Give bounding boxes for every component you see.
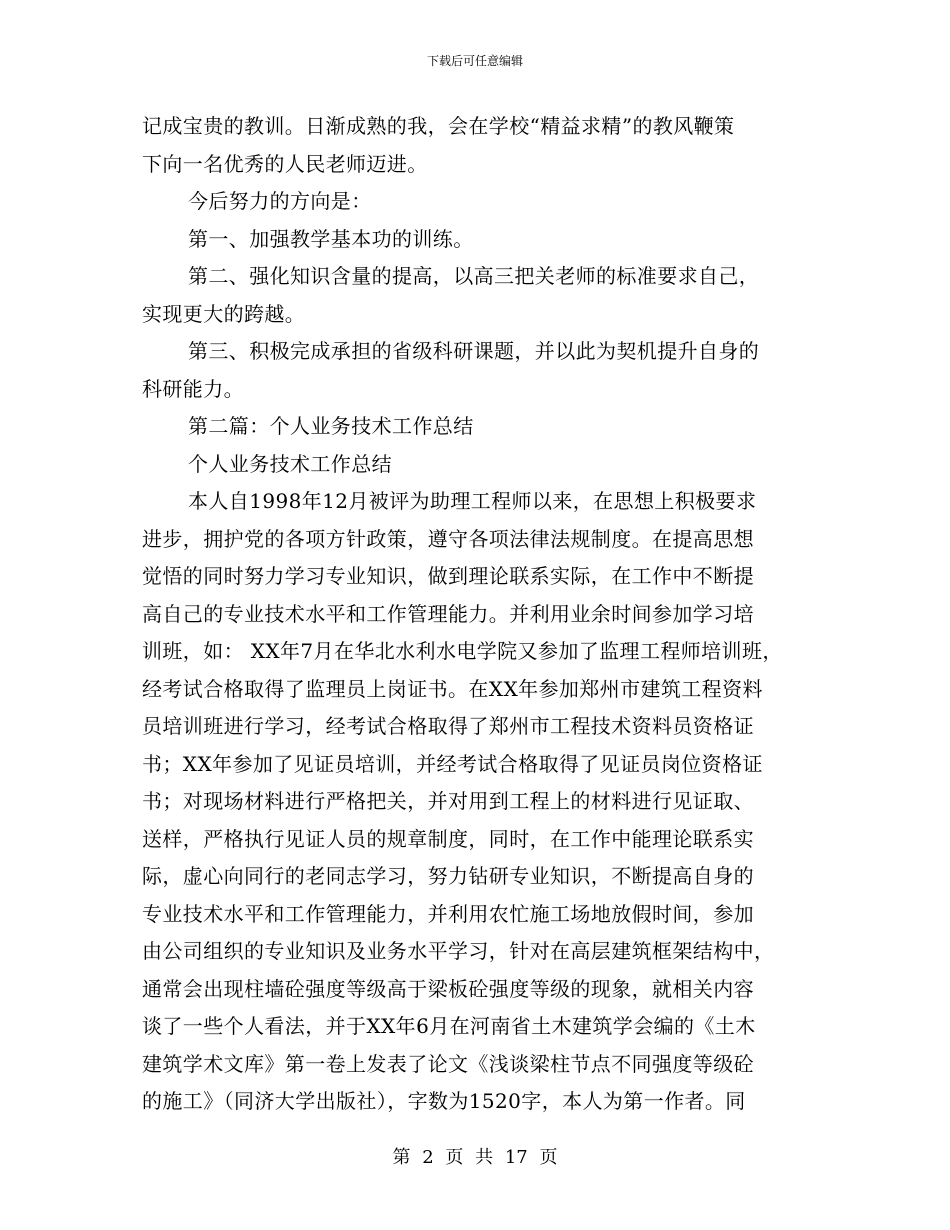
text-line: 训班，如： XX年7月在华北水利水电学院又参加了监理工程师培训班， [142,639,783,663]
text-line: 建筑学术文库》第一卷上发表了论文《浅谈梁柱节点不同强度等级砼 [142,1051,754,1076]
text-line: 记成宝贵的教训。日渐成熟的我，会在学校“精益求精”的教风鞭策 [142,114,735,138]
section-heading: 第二篇：个人业务技术工作总结 [188,414,474,438]
text-line: 员培训班进行学习，经考试合格取得了郑州市工程技术资料员资格证 [142,714,754,738]
section-title: 个人业务技术工作总结 [188,451,392,476]
text-line: 本人自1998年12月被评为助理工程师以来，在思想上积极要求 [188,489,757,513]
text-line: 书；对现场材料进行严格把关，并对用到工程上的材料进行见证取、 [142,789,754,813]
text-line: 实现更大的跨越。 [142,301,306,326]
text-line: 进步，拥护党的各项方针政策，遵守各项法律法规制度。在提高思想 [142,526,754,551]
text-line: 第二、强化知识含量的提高，以高三把关老师的标准要求自己， [188,264,760,288]
text-line: 经考试合格取得了监理员上岗证书。在XX年参加郑州市建筑工程资料 [142,676,763,701]
text-line: 高自己的专业技术水平和工作管理能力。并利用业余时间参加学习培 [142,601,754,626]
text-line: 通常会出现柱墙砼强度等级高于梁板砼强度等级的现象，就相关内容 [142,976,754,1001]
text-line: 际，虚心向同行的老同志学习，努力钻研专业知识，不断提高自身的 [142,864,754,888]
text-line: 谈了一些个人看法，并于XX年6月在河南省土木建筑学会编的《土木 [142,1014,756,1038]
text-line: 的施工》（同济大学出版社），字数为1520字，本人为第一作者。同 [142,1089,746,1113]
text-line: 由公司组织的专业知识及业务水平学习，针对在高层建筑框架结构中， [142,939,775,963]
page-header: 下载后可任意编辑 [426,54,523,68]
text-line: 第一、加强教学基本功的训练。 [188,226,474,251]
text-line: 觉悟的同时努力学习专业知识，做到理论联系实际，在工作中不断提 [142,564,754,588]
text-line: 下向一名优秀的人民老师迈进。 [142,151,428,176]
text-line: 科研能力。 [142,376,244,401]
document-body [142,108,822,1121]
text-line: 第三、积极完成承担的省级科研课题，并以此为契机提升自身的 [188,339,760,363]
text-line: 书；XX年参加了见证员培训，并经考试合格取得了见证员岗位资格证 [142,751,763,776]
text-line: 送样，严格执行见证人员的规章制度，同时，在工作中能理论联系实 [142,826,754,851]
text-line: 专业技术水平和工作管理能力，并利用农忙施工场地放假时间，参加 [142,901,754,926]
page-number: 第 2 页 共 17 页 [392,1147,558,1168]
text-line: 今后努力的方向是： [188,189,372,213]
